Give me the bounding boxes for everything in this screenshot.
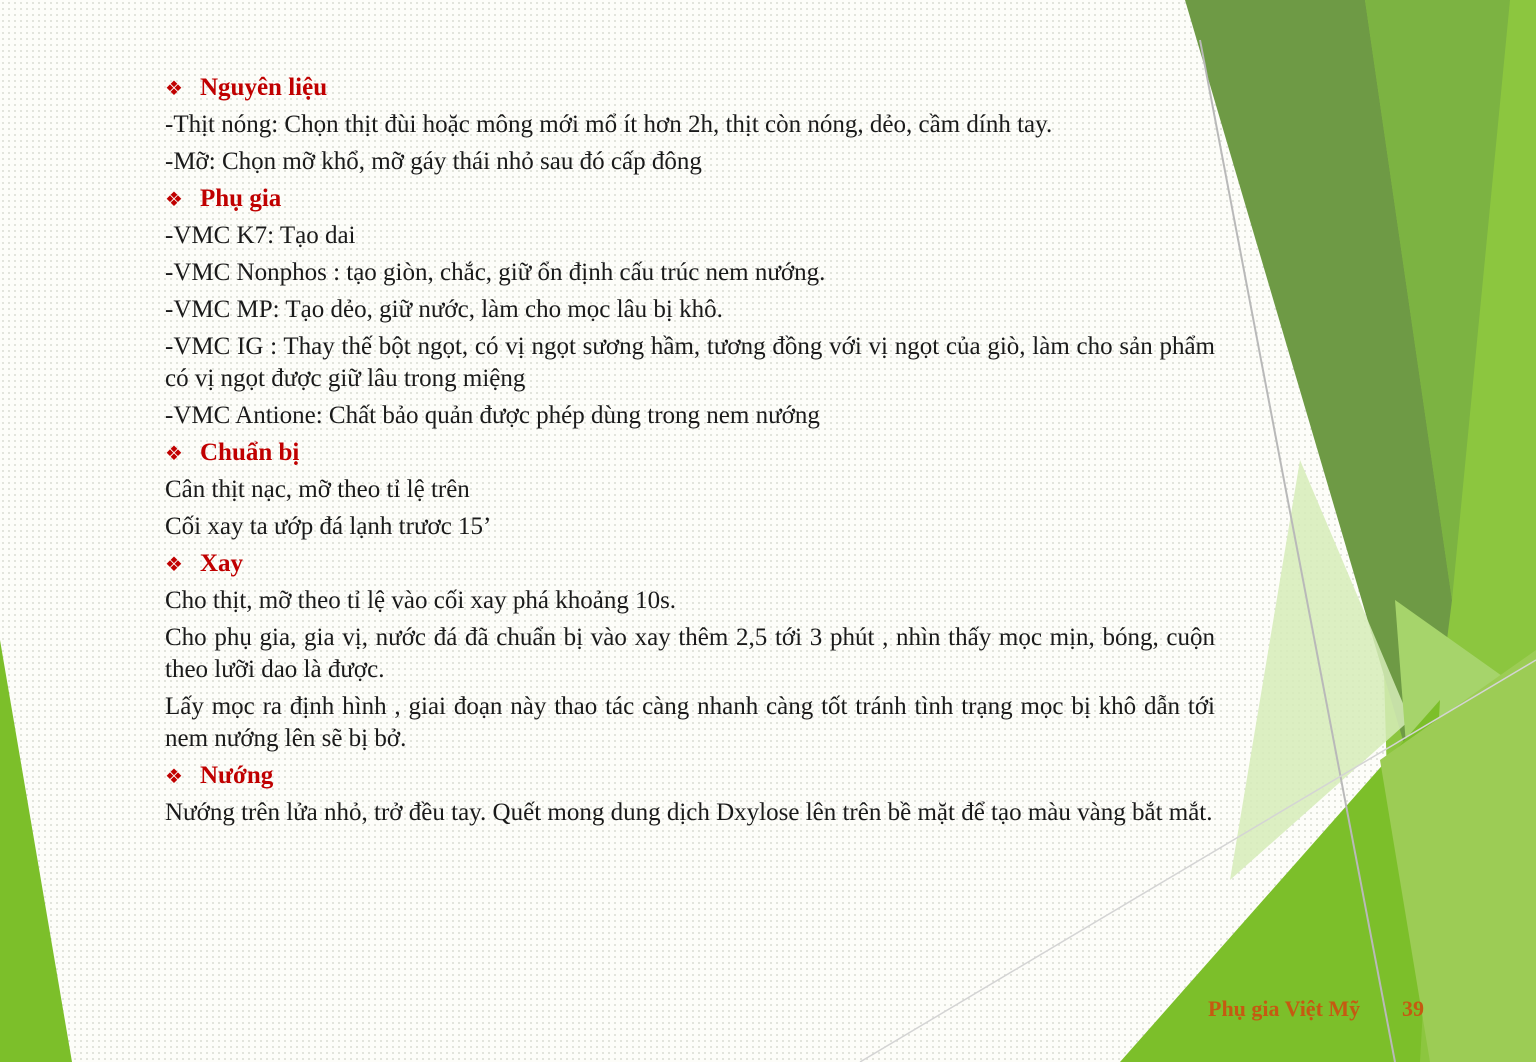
- heading-text: Nguyên liệu: [200, 74, 328, 101]
- diamond-bullet-icon: ❖: [165, 441, 183, 465]
- heading-text: Xay: [200, 550, 244, 577]
- slide-content: [165, 72, 1215, 829]
- text-line: -VMC K7: Tạo dai: [165, 222, 356, 249]
- text-line: Nướng trên lửa nhỏ, trở đều tay. Quết mong dung dịch Dxylose lên trên bề mặt để tạo màu vàng bắt mắt.: [165, 799, 1213, 826]
- section-heading-chuan-bi: [165, 437, 1215, 469]
- left-green-wedge: [0, 640, 72, 1062]
- text-line: Cối xay ta ướp đá lạnh trươc 15’: [165, 513, 492, 540]
- text-line: -VMC Nonphos : tạo giòn, chắc, giữ ổn định cấu trúc nem nướng.: [165, 259, 826, 286]
- section-heading-nuong: [165, 760, 1215, 792]
- diamond-bullet-icon: ❖: [165, 76, 183, 100]
- text-line: -Mỡ: Chọn mỡ khổ, mỡ gáy thái nhỏ sau đó cấp đông: [165, 148, 702, 175]
- text-line: Cho phụ gia, gia vị, nước đá đã chuẩn bị vào xay thêm 2,5 tới 3 phút , nhìn thấy mọc mịn, bóng, cuộn theo lưỡi dao là được.: [165, 624, 1215, 683]
- text-line: -VMC IG : Thay thế bột ngọt, có vị ngọt sương hầm, tương đồng với vị ngọt của giò, làm cho sản phẩm có vị ngọt được giữ lâu trong miệng: [165, 333, 1215, 392]
- diamond-bullet-icon: ❖: [165, 187, 183, 211]
- section-heading-phu-gia: [165, 183, 1215, 215]
- page-number: 39: [1402, 996, 1424, 1021]
- heading-text: Chuẩn bị: [200, 439, 300, 466]
- section-heading-xay: [165, 548, 1215, 580]
- text-line: -VMC Antione: Chất bảo quản được phép dùng trong nem nướng: [165, 402, 820, 429]
- section-heading-nguyen-lieu: [165, 72, 1215, 104]
- heading-text: Phụ gia: [200, 185, 282, 212]
- footer-title: Phụ gia Việt Mỹ: [1208, 996, 1361, 1021]
- text-line: Cân thịt nạc, mỡ theo tỉ lệ trên: [165, 476, 470, 503]
- diamond-bullet-icon: ❖: [165, 552, 183, 576]
- text-line: -Thịt nóng: Chọn thịt đùi hoặc mông mới mổ ít hơn 2h, thịt còn nóng, dẻo, cầm dính tay.: [165, 111, 1053, 138]
- text-line: Lấy mọc ra định hình , giai đoạn này thao tác càng nhanh càng tốt tránh tình trạng mọc bị khô dẫn tới nem nướng lên sẽ bị bở.: [165, 693, 1215, 752]
- diamond-bullet-icon: ❖: [165, 764, 183, 788]
- text-line: Cho thịt, mỡ theo tỉ lệ vào cối xay phá khoảng 10s.: [165, 587, 677, 614]
- heading-text: Nướng: [200, 762, 274, 789]
- text-line: -VMC MP: Tạo dẻo, giữ nước, làm cho mọc lâu bị khô.: [165, 296, 723, 323]
